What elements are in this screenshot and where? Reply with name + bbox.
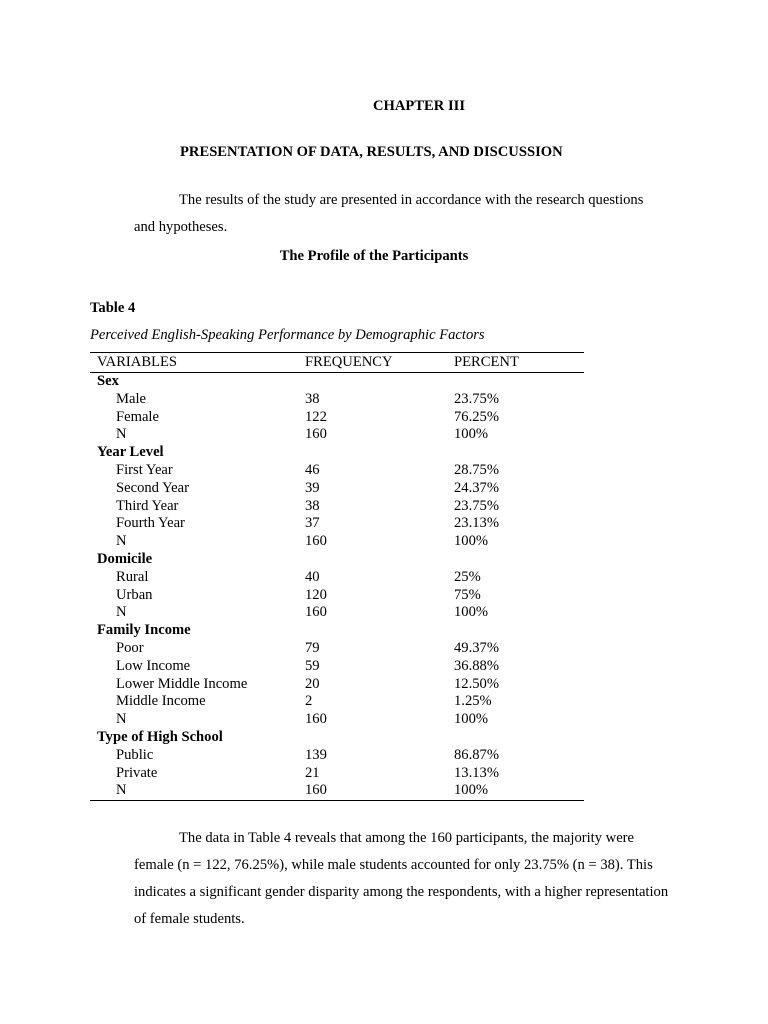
variable-cell: Second Year xyxy=(116,479,189,496)
frequency-cell: 79 xyxy=(305,639,320,656)
table-group-row xyxy=(90,729,584,747)
header-percent: PERCENT xyxy=(454,353,584,373)
table-row xyxy=(90,480,584,498)
percent-cell: 23.75% xyxy=(454,497,499,514)
percent-cell: 100% xyxy=(454,533,489,550)
table-header-row xyxy=(90,353,584,373)
variable-cell: N xyxy=(116,604,127,621)
percent-cell: 100% xyxy=(454,426,489,443)
group-label: Year Level xyxy=(97,444,164,461)
variable-cell: Rural xyxy=(116,568,149,585)
frequency-cell: 160 xyxy=(305,426,327,443)
frequency-cell: 122 xyxy=(305,408,327,425)
percent-cell: 100% xyxy=(454,604,489,621)
table-group-row xyxy=(90,444,584,462)
variable-cell: Low Income xyxy=(116,657,191,674)
empty-cell xyxy=(305,373,454,391)
frequency-cell: 59 xyxy=(305,657,320,674)
variable-cell: First Year xyxy=(116,461,173,478)
frequency-cell: 39 xyxy=(305,479,320,496)
variable-cell: N xyxy=(116,533,127,550)
frequency-cell: 21 xyxy=(305,764,320,781)
table-row xyxy=(90,782,584,800)
table-row xyxy=(90,533,584,551)
frequency-cell: 160 xyxy=(305,782,454,800)
percent-cell: 1.25% xyxy=(454,693,492,710)
intro-text: The results of the study are presented in accordance with the research questions and hypotheses. xyxy=(134,192,644,235)
percent-cell: 28.75% xyxy=(454,461,499,478)
empty-cell xyxy=(454,729,584,747)
percent-cell: 76.25% xyxy=(454,408,499,425)
intro-paragraph xyxy=(134,187,664,241)
group-label: Domicile xyxy=(97,550,153,567)
table-row xyxy=(90,409,584,427)
frequency-cell: 160 xyxy=(305,533,327,550)
percent-cell: 100% xyxy=(454,782,584,800)
variable-cell: Urban xyxy=(116,586,153,603)
empty-cell xyxy=(305,444,454,462)
table-row xyxy=(90,693,584,711)
percent-cell: 24.37% xyxy=(454,479,499,496)
frequency-cell: 37 xyxy=(305,515,320,532)
variable-cell: Lower Middle Income xyxy=(116,675,248,692)
table-row xyxy=(90,426,584,444)
empty-cell xyxy=(454,551,584,569)
variable-cell: N xyxy=(116,426,127,443)
variable-cell: Private xyxy=(116,764,158,781)
percent-cell: 49.37% xyxy=(454,639,499,656)
percent-cell: 23.75% xyxy=(454,390,499,407)
frequency-cell: 139 xyxy=(305,746,327,763)
frequency-cell: 38 xyxy=(305,497,320,514)
header-variables: VARIABLES xyxy=(90,353,305,373)
section-title: PRESENTATION OF DATA, RESULTS, AND DISCUSSION xyxy=(180,144,563,160)
variable-cell: Middle Income xyxy=(116,693,206,710)
table-row xyxy=(90,569,584,587)
variable-cell: Public xyxy=(116,746,154,763)
empty-cell xyxy=(305,551,454,569)
frequency-cell: 120 xyxy=(305,586,327,603)
frequency-cell: 46 xyxy=(305,461,320,478)
table-row xyxy=(90,604,584,622)
table-row xyxy=(90,711,584,729)
empty-cell xyxy=(305,729,454,747)
subheading: The Profile of the Participants xyxy=(279,248,469,264)
percent-cell: 100% xyxy=(454,711,489,728)
frequency-cell: 38 xyxy=(305,390,320,407)
frequency-cell: 40 xyxy=(305,568,320,585)
variable-cell: N xyxy=(116,711,127,728)
table-row xyxy=(90,462,584,480)
table-group-row xyxy=(90,551,584,569)
table-row xyxy=(90,391,584,409)
empty-cell xyxy=(454,622,584,640)
frequency-cell: 160 xyxy=(305,711,327,728)
variable-cell: N xyxy=(90,782,305,800)
chapter-title: CHAPTER III xyxy=(372,98,466,114)
percent-cell: 23.13% xyxy=(454,515,499,532)
percent-cell: 36.88% xyxy=(454,657,499,674)
frequency-cell: 20 xyxy=(305,675,320,692)
table-row xyxy=(90,640,584,658)
frequency-cell: 2 xyxy=(305,693,313,710)
table-row xyxy=(90,747,584,765)
variable-cell: Male xyxy=(116,390,146,407)
variable-cell: Female xyxy=(116,408,159,425)
header-frequency: FREQUENCY xyxy=(305,353,454,373)
variable-cell: Third Year xyxy=(116,497,179,514)
percent-cell: 25% xyxy=(454,568,481,585)
percent-cell: 12.50% xyxy=(454,675,499,692)
discussion-text: The data in Table 4 reveals that among the 160 participants, the majority were female (n = 122, 76.25%), while male students accounted for only 23.75% (n = 38). This indicates a significant gender disparity among the respondents, with a higher representation of female students. xyxy=(134,830,669,927)
variable-cell: Fourth Year xyxy=(116,515,185,532)
table-row xyxy=(90,765,584,783)
percent-cell: 75% xyxy=(454,586,481,603)
table-row xyxy=(90,515,584,533)
demographics-table xyxy=(90,352,584,801)
table-row xyxy=(90,587,584,605)
empty-cell xyxy=(454,373,584,391)
table-group-row xyxy=(90,622,584,640)
frequency-cell: 160 xyxy=(305,604,327,621)
table-label: Table 4 xyxy=(90,300,136,316)
discussion-paragraph xyxy=(134,825,674,933)
table-row xyxy=(90,658,584,676)
variable-cell: Poor xyxy=(116,639,144,656)
table-group-row xyxy=(90,373,584,391)
percent-cell: 13.13% xyxy=(454,764,499,781)
percent-cell: 86.87% xyxy=(454,746,499,763)
group-label: Type of High School xyxy=(97,728,223,745)
table-row xyxy=(90,676,584,694)
group-label: Family Income xyxy=(97,622,191,639)
empty-cell xyxy=(305,622,454,640)
table-row xyxy=(90,498,584,516)
table-caption: Perceived English-Speaking Performance by Demographic Factors xyxy=(90,327,485,343)
empty-cell xyxy=(454,444,584,462)
group-label: Sex xyxy=(97,373,119,389)
table-body xyxy=(90,373,584,801)
